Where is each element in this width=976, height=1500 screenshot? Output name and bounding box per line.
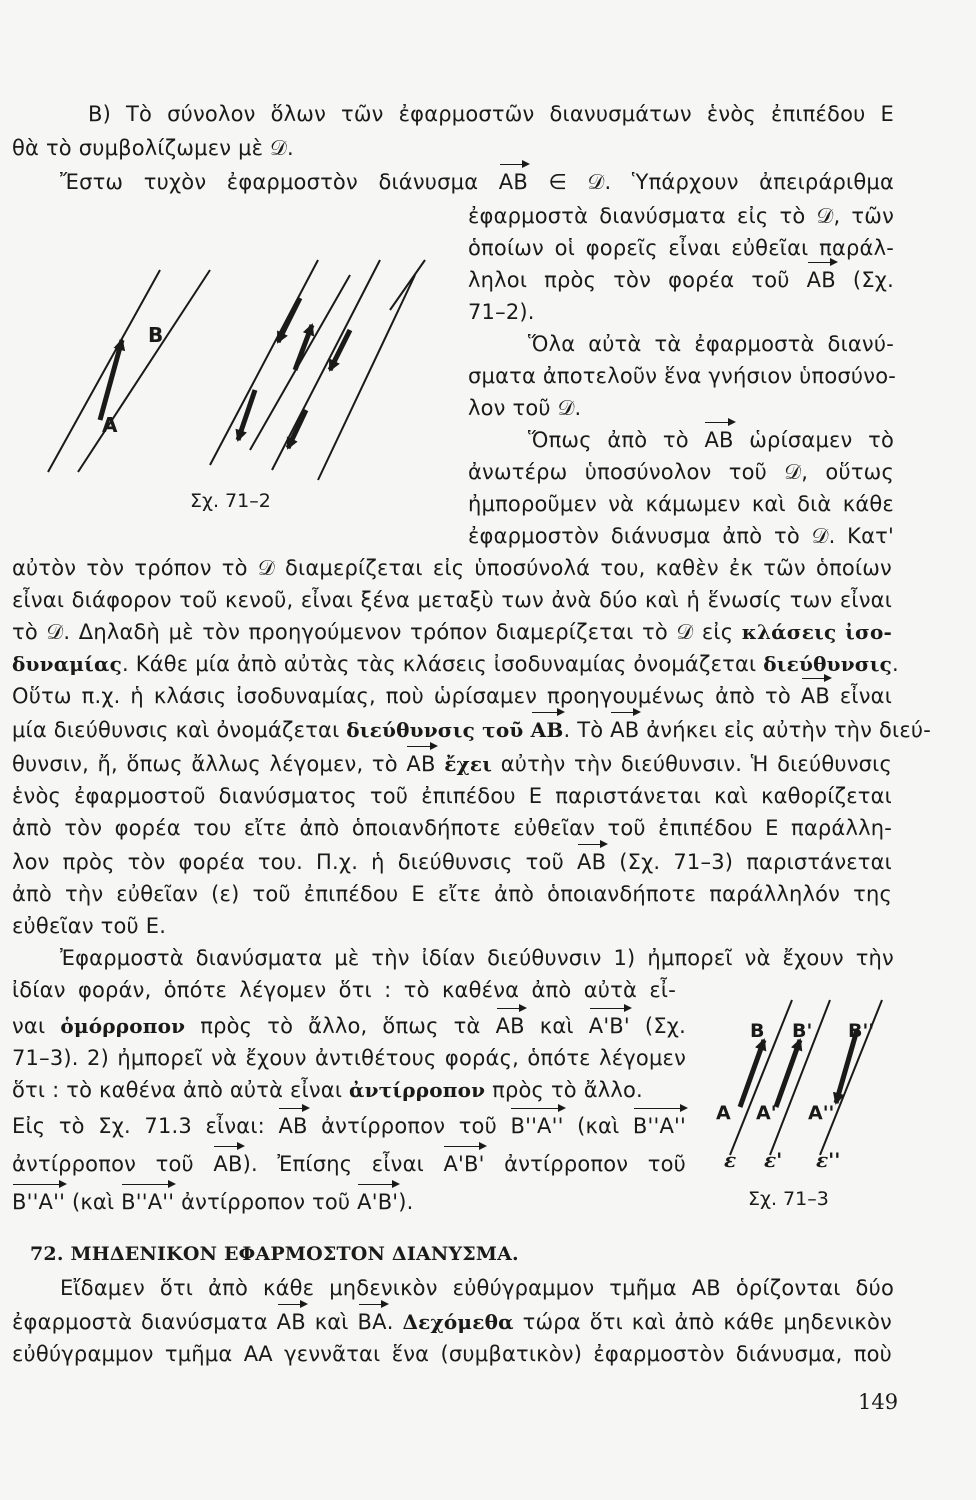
text-span: αὐτὸν τὸν τρόπον τὸ 𝒟 διαμερίζεται εἰς ὑποσύνολά του, καθὲν ἐκ τῶν ὁποίων bbox=[12, 556, 892, 580]
bold-term: Δεχόμεθα bbox=[402, 1310, 514, 1334]
text-span: εὐθύγραμμον τμῆμα ΑΑ γεννᾶται ἕνα (συμβατικὸν) ἐφαρμοστὸν διάνυσμα, ποὺ bbox=[12, 1342, 892, 1366]
text-span: ἀνήκει εἰς αὐτὴν τὴν διεύ- bbox=[639, 718, 932, 742]
vector-label: ΑΒ bbox=[610, 718, 640, 742]
text-line bbox=[60, 944, 894, 972]
text-line bbox=[12, 814, 892, 842]
vector-label: ΑΒ bbox=[800, 684, 830, 708]
text-span: πρὸς τὸ ἄλλο. bbox=[485, 1078, 643, 1102]
vector-label: ΑΒ bbox=[577, 850, 607, 874]
bold-term: δυναμίας bbox=[12, 652, 122, 676]
line-label-epsilon-prime: ε' bbox=[764, 1148, 783, 1172]
text-span: καὶ bbox=[305, 1310, 358, 1334]
text-line bbox=[12, 750, 892, 778]
text-span: καὶ bbox=[524, 1014, 589, 1038]
text-line bbox=[468, 458, 894, 486]
vector-label: ΑΒ bbox=[276, 1310, 306, 1334]
point-label-a: Α bbox=[102, 413, 118, 437]
vector-label: ΑΒ bbox=[495, 1014, 525, 1038]
text-line bbox=[528, 330, 894, 358]
text-span: ἀντίρροπον τοῦ bbox=[174, 1190, 358, 1214]
text-span: Β) Τὸ σύνολον ὅλων τῶν ἐφαρμοστῶν διανυσμάτων ἑνὸς ἐπιπέδου Ε bbox=[88, 102, 894, 126]
text-line bbox=[12, 554, 892, 582]
text-span: Εἰς τὸ Σχ. 71.3 εἶναι: bbox=[12, 1114, 279, 1138]
figure-71-3 bbox=[712, 995, 892, 1175]
line-label-epsilon: ε bbox=[724, 1148, 737, 1172]
vector-label: ΑΒ bbox=[806, 268, 836, 292]
text-span: τώρα ὅτι καὶ ἀπὸ κάθε μηδενικὸν bbox=[513, 1310, 892, 1334]
text-span bbox=[436, 752, 445, 776]
vector-label: Α'Β' bbox=[443, 1152, 485, 1176]
text-span: ὁποίων οἱ φορεῖς εἶναι εὐθεῖαι παράλ- bbox=[468, 236, 894, 260]
text-span: . bbox=[891, 652, 899, 676]
carrier-line bbox=[272, 260, 380, 470]
vector-label: Β''Α'' bbox=[121, 1190, 175, 1214]
point-label-a: Α bbox=[716, 1102, 731, 1124]
text-span: ). bbox=[398, 1190, 414, 1214]
text-line bbox=[468, 490, 894, 518]
text-span: αὐτὴν τὴν διεύθυνσιν. Ἡ διεύθυνσις bbox=[492, 752, 892, 776]
vector-label: Β''Α'' bbox=[12, 1190, 66, 1214]
text-span: Ἐφαρμοστὰ διανύσματα μὲ τὴν ἰδίαν διεύθυνσιν 1) ἠμπορεῖ νὰ ἔχουν τὴν bbox=[60, 946, 894, 970]
figure-caption: Σχ. 71–2 bbox=[190, 490, 271, 512]
text-span: . Τὸ bbox=[563, 718, 611, 742]
text-line bbox=[12, 716, 932, 744]
text-span: ἀντίρροπον τοῦ bbox=[484, 1152, 687, 1176]
text-line bbox=[12, 618, 892, 646]
text-line bbox=[468, 202, 894, 230]
text-line bbox=[12, 586, 892, 614]
text-line bbox=[12, 1112, 686, 1140]
text-span: ὡρίσαμεν τὸ bbox=[733, 428, 895, 452]
vector-arrow bbox=[278, 298, 300, 342]
text-span: μία διεύθυνσις καὶ ὀνομάζεται bbox=[12, 718, 347, 742]
point-label-b: Β bbox=[750, 1020, 765, 1042]
text-line bbox=[60, 168, 894, 196]
vector-label: ΑΒ bbox=[530, 718, 564, 742]
text-span: Εἴδαμεν ὅτι ἀπὸ κάθε μηδενικὸν εὐθύγραμμον τμῆμα ΑΒ ὁρίζονται δύο bbox=[60, 1276, 894, 1300]
carrier-line bbox=[210, 260, 318, 465]
text-span: ἀνωτέρω ὑποσύνολον τοῦ 𝒟, οὕτως bbox=[468, 460, 894, 484]
bold-term: κλάσεις ἰσο- bbox=[741, 620, 892, 644]
point-label-b-double-prime: Β'' bbox=[848, 1020, 875, 1042]
text-span: Οὕτω π.χ. ἡ κλάσις ἰσοδυναμίας, ποὺ ὡρίσαμεν προηγουμένως ἀπὸ τὸ bbox=[12, 684, 801, 708]
text-line bbox=[12, 1340, 892, 1368]
text-span: 71–3). 2) ἠμπορεῖ νὰ ἔχουν ἀντιθέτους φοράς, ὁπότε λέγομεν bbox=[12, 1046, 686, 1070]
vector-label: ΑΒ bbox=[406, 752, 436, 776]
text-span: . Κάθε μία ἀπὸ αὐτὰς τὰς κλάσεις ἰσοδυναμίας ὀνομάζεται bbox=[121, 652, 764, 676]
figure-71-2 bbox=[40, 250, 470, 490]
page-number: 149 bbox=[858, 1390, 899, 1414]
text-line bbox=[12, 782, 892, 810]
text-span: (καὶ bbox=[65, 1190, 122, 1214]
text-span: Ἔστω τυχὸν ἐφαρμοστὸν διάνυσμα bbox=[60, 170, 499, 194]
text-span: ἀντίρροπον τοῦ bbox=[307, 1114, 511, 1138]
text-span: ). Ἐπίσης εἶναι bbox=[242, 1152, 444, 1176]
text-span: ἐφαρμοστὸν διάνυσμα ἀπὸ τὸ 𝒟. Κατ' bbox=[468, 524, 894, 548]
text-line bbox=[60, 1274, 894, 1302]
vector-label: ΑΒ bbox=[213, 1152, 243, 1176]
vector-label: Α'Β' bbox=[588, 1014, 630, 1038]
line-label-epsilon-double-prime: ε'' bbox=[816, 1148, 841, 1172]
text-line bbox=[468, 266, 894, 294]
text-span: εἶναι bbox=[829, 684, 892, 708]
point-label-a-prime: Α' bbox=[756, 1102, 777, 1124]
bold-term: ἀντίρροπον bbox=[349, 1078, 486, 1102]
text-line bbox=[12, 1150, 686, 1178]
text-span: ἰδίαν φοράν, ὁπότε λέγομεν ὅτι : τὸ καθένα ἀπὸ αὐτὰ εἶ- bbox=[12, 978, 676, 1002]
text-span: (Σχ. bbox=[629, 1014, 686, 1038]
text-span: ἐφαρμοστὰ διανύσματα εἰς τὸ 𝒟, τῶν bbox=[468, 204, 894, 228]
vector-arrow bbox=[288, 410, 306, 448]
text-line bbox=[468, 522, 894, 550]
text-span: θὰ τὸ συμβολίζωμεν μὲ 𝒟. bbox=[12, 136, 294, 160]
text-line bbox=[468, 394, 894, 422]
text-span: ναι bbox=[12, 1014, 61, 1038]
vector-label: Β''Α'' bbox=[510, 1114, 564, 1138]
text-line bbox=[12, 1044, 686, 1072]
text-span: ἀπὸ τὸν φορέα του εἴτε ἀπὸ ὁποιανδήποτε εὐθεῖαν τοῦ ἐπιπέδου Ε παράλλη- bbox=[12, 816, 892, 840]
text-span: Ὅλα αὐτὰ τὰ ἐφαρμοστὰ διανύ- bbox=[528, 332, 894, 356]
figure-caption: Σχ. 71–3 bbox=[748, 1188, 829, 1210]
text-line bbox=[528, 426, 894, 454]
vector-label: ΑΒ bbox=[704, 428, 734, 452]
text-span: (Σχ. bbox=[835, 268, 894, 292]
text-span: λον πρὸς τὸν φορέα του. Π.χ. ἡ διεύθυνσις τοῦ bbox=[12, 850, 577, 874]
vector-label: Β''Α'' bbox=[632, 1114, 686, 1138]
text-span: Ὅπως ἀπὸ τὸ bbox=[528, 428, 705, 452]
point-label-a-double-prime: Α'' bbox=[808, 1102, 835, 1124]
text-line bbox=[12, 682, 892, 710]
vector-a1b1-arrow bbox=[776, 1040, 800, 1107]
text-line bbox=[468, 298, 894, 326]
text-line bbox=[88, 100, 894, 128]
text-span: πρὸς τὸ ἄλλο, ὅπως τὰ bbox=[185, 1014, 496, 1038]
text-span: ἀπὸ τὴν εὐθεῖαν (ε) τοῦ ἐπιπέδου Ε εἴτε ἀπὸ ὁποιανδήποτε παράλληλόν της bbox=[12, 882, 892, 906]
text-span: εἶναι διάφορον τοῦ κενοῦ, εἶναι ξένα μεταξὺ των ἀνὰ δύο καὶ ἡ ἕνωσίς των εἶναι bbox=[12, 588, 892, 612]
vector-label: ΑΒ bbox=[278, 1114, 308, 1138]
text-span: ἑνὸς ἐφαρμοστοῦ διανύσματος τοῦ ἐπιπέδου Ε παριστάνεται καὶ καθορίζεται bbox=[12, 784, 892, 808]
text-span: ἀντίρροπον τοῦ bbox=[12, 1152, 214, 1176]
text-line bbox=[12, 134, 892, 162]
text-span: (Σχ. 71–3) παριστάνεται bbox=[606, 850, 892, 874]
text-line bbox=[12, 1308, 892, 1336]
text-span: ληλοι πρὸς τὸν φορέα τοῦ bbox=[468, 268, 807, 292]
point-label-b: Β bbox=[148, 323, 164, 347]
text-span: 72. ΜΗΔΕΝΙΚΟΝ ΕΦΑΡΜΟΣΤΟΝ ΔΙΑΝΥΣΜΑ. bbox=[30, 1243, 519, 1265]
vector-ab-arrow bbox=[740, 1040, 764, 1107]
bold-term: ἔχει bbox=[444, 752, 493, 776]
text-line bbox=[12, 650, 899, 678]
bold-term: διεύθυνσις bbox=[763, 652, 892, 676]
text-span: 71–2). bbox=[468, 300, 535, 324]
section-heading bbox=[30, 1240, 630, 1268]
point-label-b-prime: Β' bbox=[792, 1020, 813, 1042]
text-line bbox=[12, 1076, 686, 1104]
vector-label: ΑΒ bbox=[498, 170, 528, 194]
text-span: ∈ 𝒟. Ὑπάρχουν ἀπειράριθμα bbox=[527, 170, 894, 194]
vector-label: Α'Β' bbox=[357, 1190, 399, 1214]
text-span: ὅτι : τὸ καθένα ἀπὸ αὐτὰ εἶναι bbox=[12, 1078, 350, 1102]
text-span: σματα ἀποτελοῦν ἕνα γνήσιον ὑποσύνο- bbox=[468, 364, 897, 388]
vector-label: ΒΑ bbox=[357, 1310, 387, 1334]
text-line bbox=[12, 880, 892, 908]
text-span: εὐθεῖαν τοῦ Ε. bbox=[12, 914, 167, 938]
text-span: θυνσιν, ἤ, ὅπως ἄλλως λέγομεν, τὸ bbox=[12, 752, 407, 776]
text-span: (καὶ bbox=[563, 1114, 633, 1138]
text-span: ἠμποροῦμεν νὰ κάμωμεν καὶ διὰ κάθε bbox=[468, 492, 894, 516]
text-line bbox=[12, 1012, 686, 1040]
text-span: τὸ 𝒟. Δηλαδὴ μὲ τὸν προηγούμενον τρόπον διαμερίζεται τὸ 𝒟 εἰς bbox=[12, 620, 742, 644]
bold-term: ὁμόρροπον bbox=[60, 1014, 186, 1038]
text-line bbox=[12, 912, 892, 940]
text-line bbox=[468, 362, 897, 390]
bold-term: διεύθυνσις τοῦ bbox=[346, 718, 531, 742]
carrier-line bbox=[390, 260, 425, 310]
text-span: λον τοῦ 𝒟. bbox=[468, 396, 582, 420]
text-span: . bbox=[386, 1310, 403, 1334]
text-span: ἐφαρμοστὰ διανύσματα bbox=[12, 1310, 277, 1334]
text-line bbox=[12, 848, 892, 876]
text-line bbox=[12, 1188, 686, 1216]
text-line bbox=[12, 976, 676, 1004]
